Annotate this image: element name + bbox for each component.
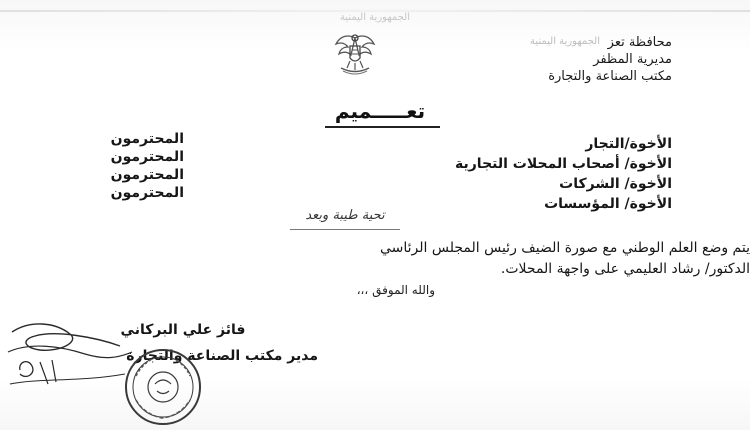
addressee-item: الأخوة/التجار — [585, 136, 672, 152]
office-line: مكتب الصناعة والتجارة — [548, 69, 672, 84]
salutation-list — [74, 130, 184, 202]
yemen-eagle-emblem-icon — [330, 28, 380, 78]
title-underline — [325, 126, 440, 128]
letterhead-office-lines — [548, 34, 672, 85]
addressee-list — [455, 134, 672, 214]
signer-name: فائز علي البركاني — [120, 322, 246, 338]
circular-body — [10, 238, 750, 280]
body-line: الدكتور/ رشاد العليمي على واجهة المحلات. — [500, 261, 750, 277]
district-line: مديرية المظفر — [593, 52, 672, 67]
faded-letterhead-heading: الجمهورية اليمنية — [339, 12, 410, 23]
governorate-line: محافظة تعز — [607, 35, 672, 50]
salutation-item: المحترمون — [110, 167, 184, 183]
greeting-underline — [290, 229, 400, 230]
closing-phrase: والله الموفق ،،، — [356, 283, 435, 297]
circular-title: تعـــــميم — [334, 99, 426, 123]
office-stamp-icon — [122, 346, 204, 428]
signer-title: مدير مكتب الصناعة والتجارة — [126, 348, 318, 364]
salutation-item: المحترمون — [110, 149, 184, 165]
faded-letterhead-right: الجمهورية اليمنية — [529, 36, 600, 47]
addressee-item: الأخوة/ الشركات — [559, 176, 672, 192]
addressee-item: الأخوة/ المؤسسات — [544, 196, 672, 212]
salutation-item: المحترمون — [110, 185, 184, 201]
body-line: يتم وضع العلم الوطني مع صورة الضيف رئيس المجلس الرئاسي — [380, 240, 750, 256]
addressee-item: الأخوة/ أصحاب المحلات التجارية — [455, 156, 672, 172]
greeting-line-text: تحية طيبة وبعد — [305, 208, 385, 223]
salutation-item: المحترمون — [110, 131, 184, 147]
